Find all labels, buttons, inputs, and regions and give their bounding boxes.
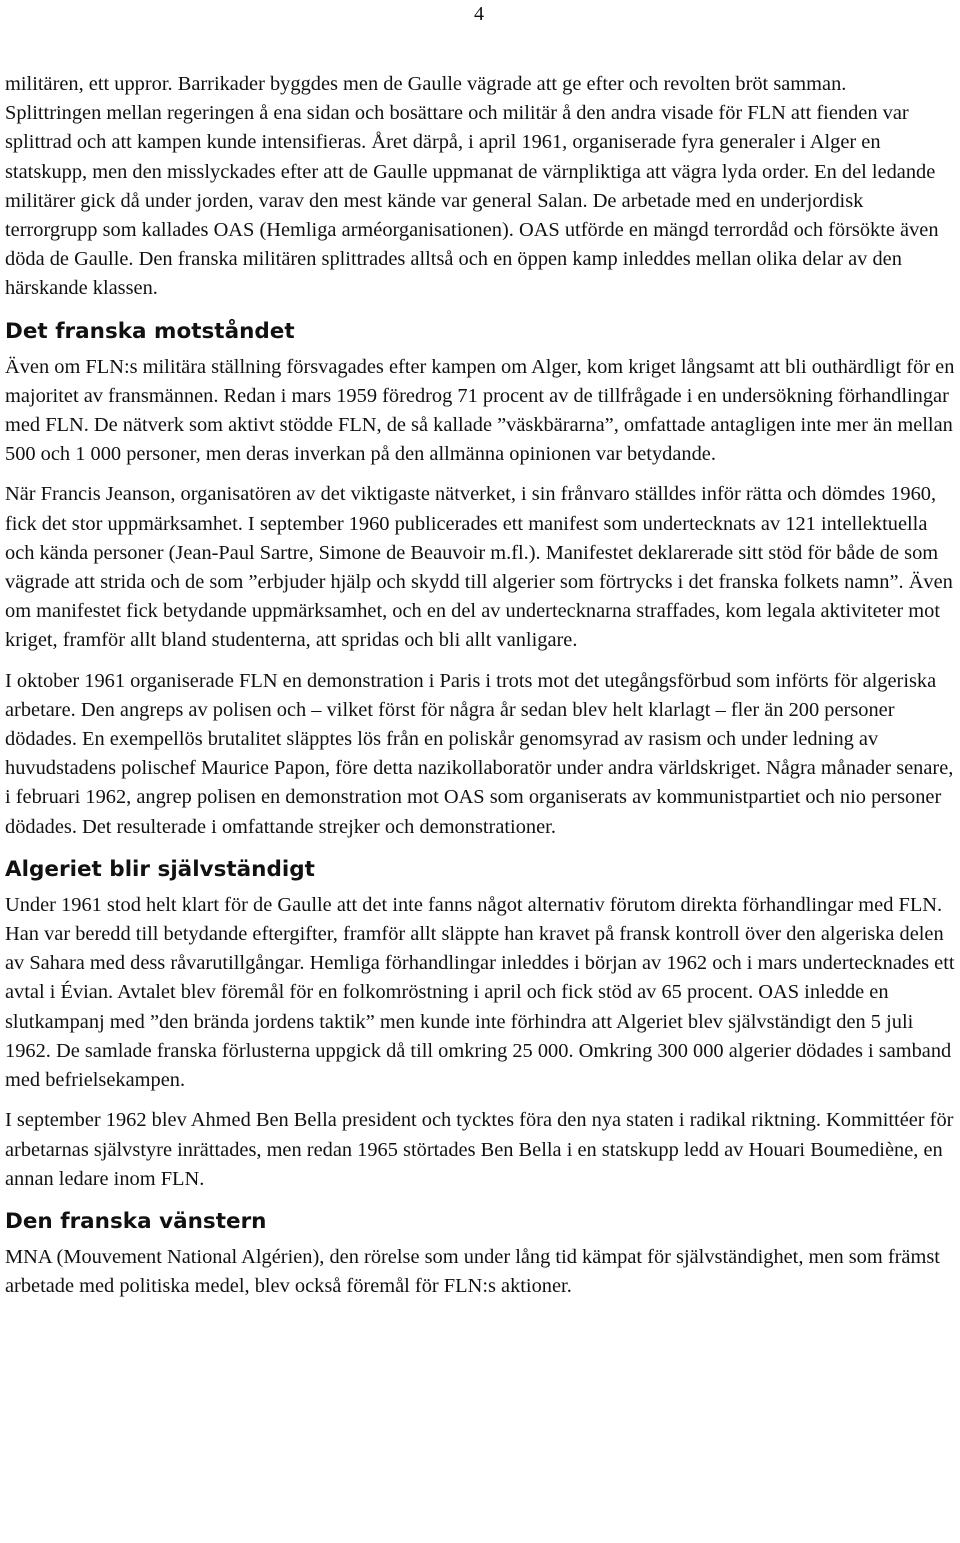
- paragraph-negotiations: Under 1961 stod helt klart för de Gaulle att det inte fanns något alternativ förutom direkta förhandlingar med FLN. Han var beredd till betydande eftergifter, framför allt släppte han kravet på fransk kontroll över den algeriska delen av Sahara med dess råvarutillgångar. Hemliga förhandlingar inleddes i början av 1962 och i mars undertecknades ett avtal i Évian. Avtalet blev föremål för en folkomröstning i april och fick stöd av 65 procent. OAS inledde en slutkampanj med ”den brända jordens taktik” men kunde inte förhindra att Algeriet blev självständigt den 5 juli 1962. De samlade franska förlusterna uppgick då till omkring 25 000. Omkring 300 000 algerier dödades i samband med befrielsekampen.: [5, 893, 955, 1092]
- paragraph-paris-demonstration: I oktober 1961 organiserade FLN en demonstration i Paris i trots mot det utegångsförbud som införts för algeriska arbetare. Den angreps av polisen och – vilket först för några år sedan blev helt klarlagt – fler än 200 personer dödades. En exempellös brutalitet släpptes lös från en poliskår genomsyrad av rasism och under ledning av huvudstadens polischef Maurice Papon, före detta nazikollaboratör under andra världskriget. Några månader senare, i februari 1962, angrep polisen en demonstration mot OAS som organiserats av kommunistpartiet och nio personer dödades. Det resulterade i omfattande strejker och demonstrationer.: [5, 669, 954, 838]
- document-body: [5, 70, 955, 1312]
- paragraph-revolt-end: militären, ett uppror. Barrikader byggdes men de Gaulle vägrade att ge efter och revolten bröt samman.: [5, 73, 847, 95]
- page-number: 4: [474, 3, 484, 25]
- paragraph-mna: MNA (Mouvement National Algérien), den rörelse som under lång tid kämpat för självständighet, men som främst arbetade med politiska medel, blev också föremål för FLN:s aktioner.: [5, 1245, 940, 1298]
- heading-french-left: Den franska vänstern: [5, 1208, 267, 1234]
- paragraph-ben-bella: I september 1962 blev Ahmed Ben Bella president och tycktes föra den nya staten i radikal riktning. Kommittéer för arbetarnas självstyre inrättades, men redan 1965 störtades Ben Bella i en statskupp ledd av Houari Boumediène, en annan ledare inom FLN.: [5, 1109, 954, 1190]
- paragraph-public-opinion: Även om FLN:s militära ställning försvagades efter kampen om Alger, kom kriget långsamt att bli outhärdligt för en majoritet av fransmännen. Redan i mars 1959 föredrog 71 procent av de tillfrågade i en undersökning förhandlingar med FLN. De nätverk som aktivt stödde FLN, de så kallade ”väskbärarna”, omfattade antagligen inte mer än mellan 500 och 1 000 personer, men deras inverkan på den allmänna opinionen var betydande.: [5, 355, 955, 466]
- heading-french-resistance: Det franska motståndet: [5, 318, 295, 344]
- heading-independence: Algeriet blir självständigt: [5, 856, 315, 882]
- paragraph-split: Splittringen mellan regeringen å ena sidan och bosättare och militär å den andra visade för FLN att fienden var splittrad och att kampen kunde intensifieras. Året därpå, i april 1961, organiserade fyra generaler i Alger en statskupp, men den misslyckades efter att de Gaulle uppmanat de värnpliktiga att vägra lyda order. En del ledande militärer gick då under jorden, varav den mest kände var general Salan. De arbetade med en underjordisk terrorgrupp som kallades OAS (Hemliga arméorganisationen). OAS utförde en mängd terrordåd och försökte även döda de Gaulle. Den franska militären splittrades alltså och en öppen kamp inleddes mellan olika delar av den härskande klassen.: [5, 102, 939, 300]
- paragraph-manifesto: När Francis Jeanson, organisatören av det viktigaste nätverket, i sin frånvaro ställdes inför rätta och dömdes 1960, fick det stor uppmärksamhet. I september 1960 publicerades ett manifest som undertecknats av 121 intellektuella och kända personer (Jean-Paul Sartre, Simone de Beauvoir m.fl.). Manifestet deklarerade sitt stöd för både de som vägrade att strida och de som ”erbjuder hjälp och skydd till algerier som förtrycks i det franska folkets namn”. Även om manifestet fick betydande uppmärksamhet, och en del av undertecknarna straffades, kom legala aktiviteter mot kriget, framför allt bland studenterna, att spridas och bli allt vanligare.: [5, 483, 953, 652]
